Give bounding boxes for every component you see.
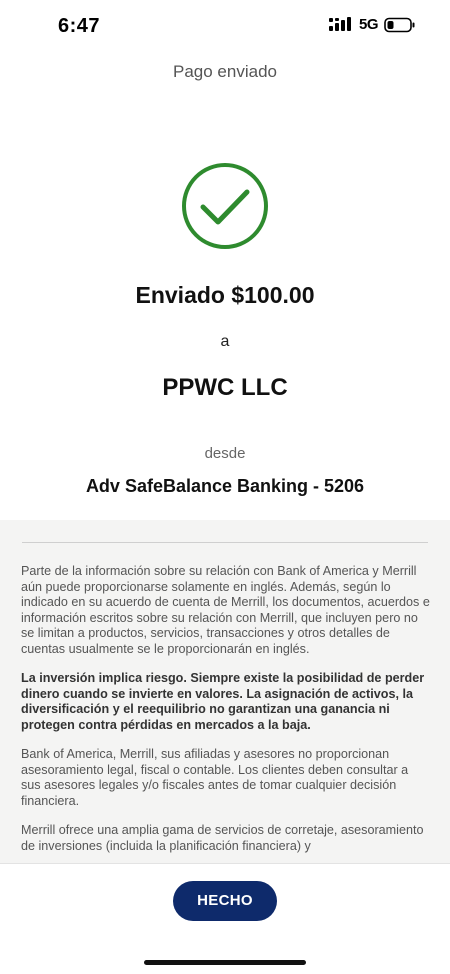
payee-name: PPWC LLC [162, 374, 288, 401]
signal-bars-icon [329, 17, 353, 33]
divider [22, 542, 428, 543]
risk-disclosure-paragraph: La inversión implica riesgo. Siempre existe la posibilidad de perder dinero cuando se invierte en valores. La asignación de activos, la diversificación y el reequilibrio no garantizan una ganancia ni protegen contra pérdidas en mercados a la baja. [21, 671, 425, 732]
disclosure-paragraph: Parte de la información sobre su relación con Bank of America y Merrill aún puede proporcionarse solamente en inglés. Además, según lo indicado en su acuerdo de cuenta de Merrill, los documentos, acuerdos e información escritos sobre su relación con Merrill, que incluyen pero no se limitan a productos, servicios, transacciones y otros detalles de cuentas usualmente se le proporcionarán en inglés. [21, 564, 430, 656]
from-label: desde [204, 445, 246, 462]
disclosure-text [21, 564, 431, 863]
battery-icon [384, 17, 416, 33]
status-time: 6:47 [58, 15, 101, 37]
bottom-bar [0, 863, 450, 974]
checkmark-circle-icon [181, 162, 269, 250]
home-indicator[interactable] [144, 960, 306, 965]
page-title: Pago enviado [173, 62, 277, 81]
disclosure-section[interactable] [0, 520, 450, 863]
to-label: a [220, 333, 230, 350]
disclosure-paragraph: Merrill ofrece una amplia gama de servicios de corretaje, asesoramiento de inversiones (incluida la planificación financiera) y [21, 823, 424, 853]
sent-amount: Enviado $100.00 [135, 282, 315, 308]
status-bar [0, 0, 450, 52]
network-label: 5G [358, 16, 378, 33]
source-account: Adv SafeBalance Banking - 5206 [85, 476, 365, 496]
disclosure-paragraph: Bank of America, Merrill, sus afiliadas y asesores no proporcionan asesoramiento legal, fiscal o contable. Los clientes deben consultar a sus asesores legales y/o fiscales antes de tomar cualquier decisión financiera. [21, 747, 409, 808]
done-button[interactable]: HECHO [173, 881, 277, 921]
status-icons [329, 16, 416, 33]
